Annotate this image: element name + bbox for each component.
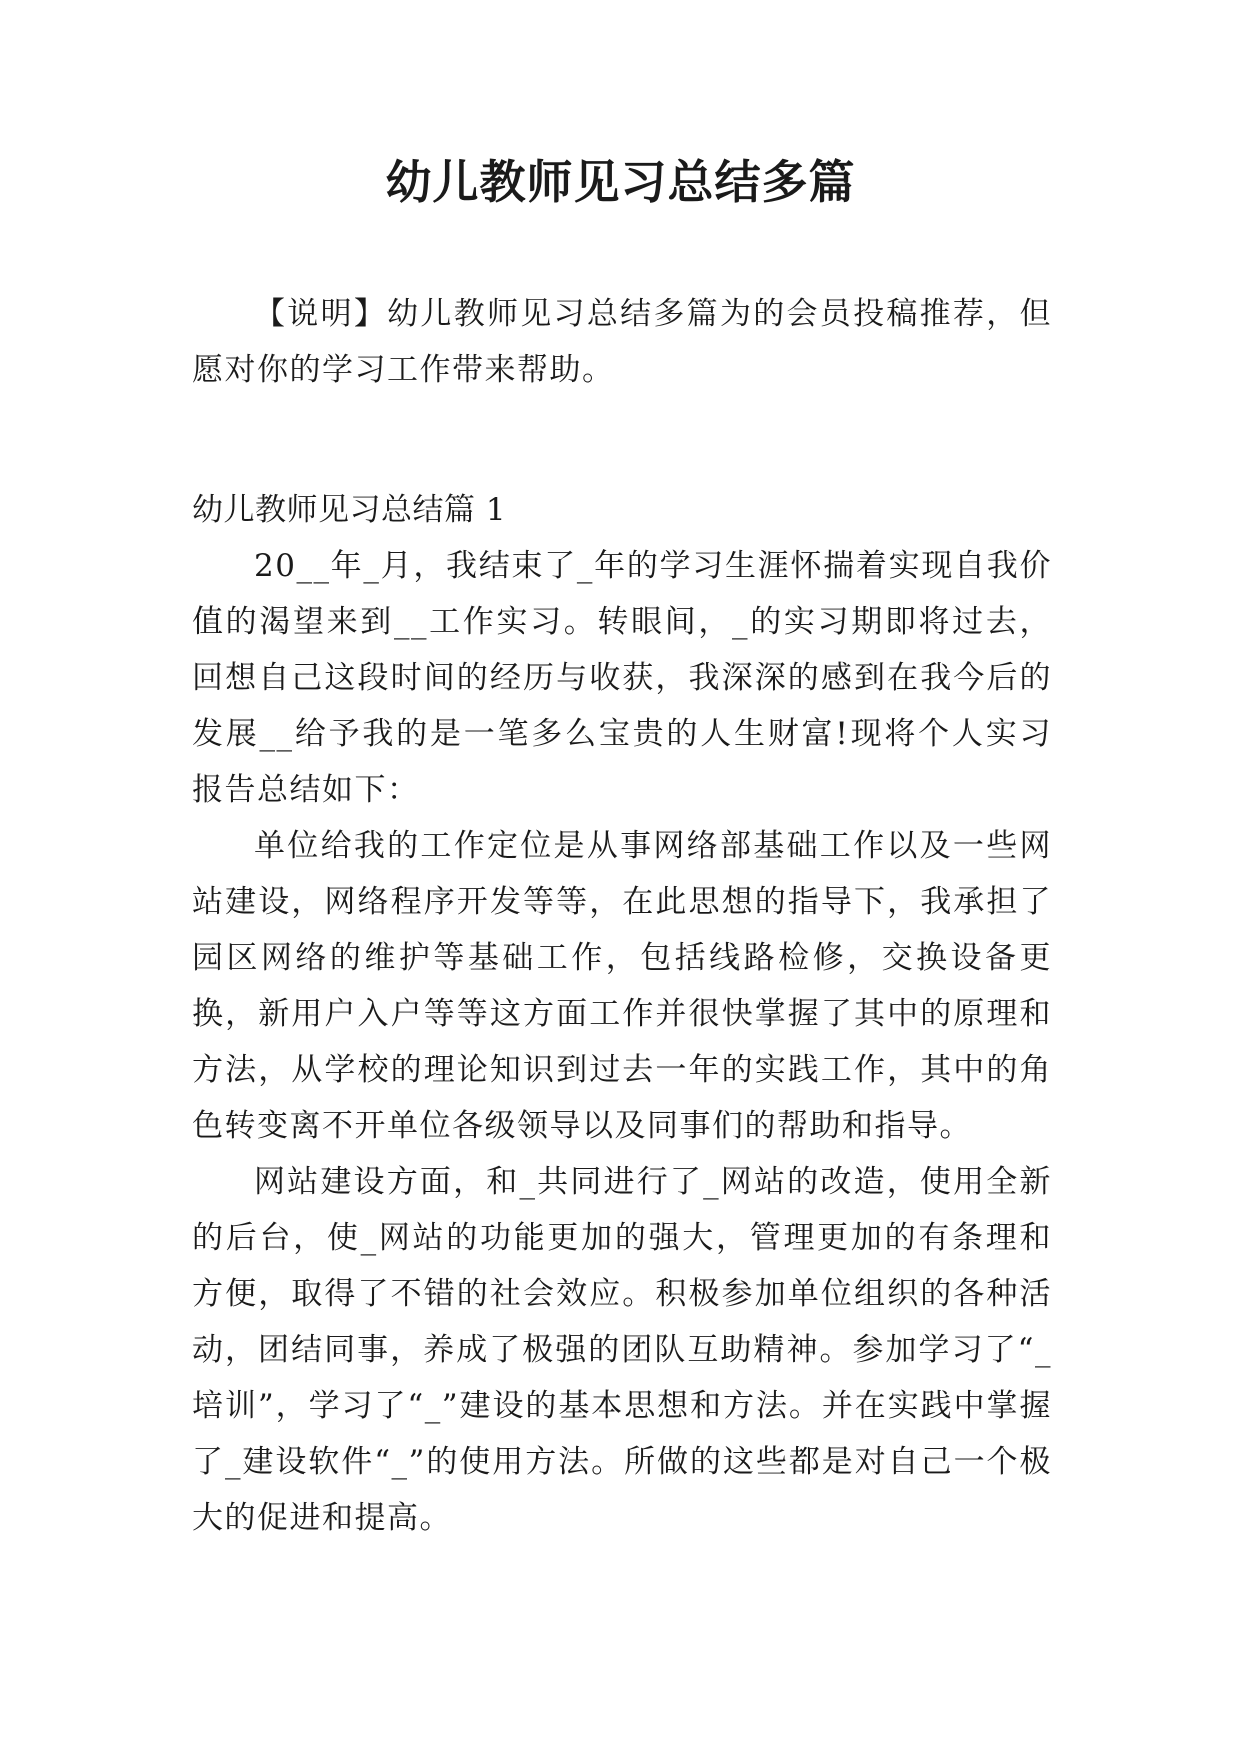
- document-title: 幼儿教师见习总结多篇: [385, 155, 856, 209]
- section-heading: 幼儿教师见习总结篇 1: [192, 492, 507, 528]
- body-paragraph: 20__年_月，我结束了_年的学习生涯怀揣着实现自我价值的渴望来到__工作实习。转眼间，_的实习期即将过去，回想自己这段时间的经历与收获，我深深的感到在我今后的发展__给予我的是一笔多么宝贵的人生财富!现将个人实习报告总结如下：: [192, 548, 1052, 808]
- document-body: [192, 286, 1052, 1546]
- body-paragraph: 网站建设方面，和_共同进行了_网站的改造，使用全新的后台，使_网站的功能更加的强大，管理更加的有条理和方便，取得了不错的社会效应。积极参加单位组织的各种活动，团结同事，养成了极强的团队互助精神。参加学习了“_培训”，学习了“_”建设的基本思想和方法。并在实践中掌握了_建设软件“_”的使用方法。所做的这些都是对自己一个极大的促进和提高。: [192, 1164, 1052, 1536]
- body-paragraph: 单位给我的工作定位是从事网络部基础工作以及一些网站建设，网络程序开发等等，在此思想的指导下，我承担了园区网络的维护等基础工作，包括线路检修，交换设备更换，新用户入户等等这方面工作并很快掌握了其中的原理和方法，从学校的理论知识到过去一年的实践工作，其中的角色转变离不开单位各级领导以及同事们的帮助和指导。: [192, 828, 1052, 1144]
- note-paragraph: 【说明】幼儿教师见习总结多篇为的会员投稿推荐，但愿对你的学习工作带来帮助。: [192, 296, 1052, 388]
